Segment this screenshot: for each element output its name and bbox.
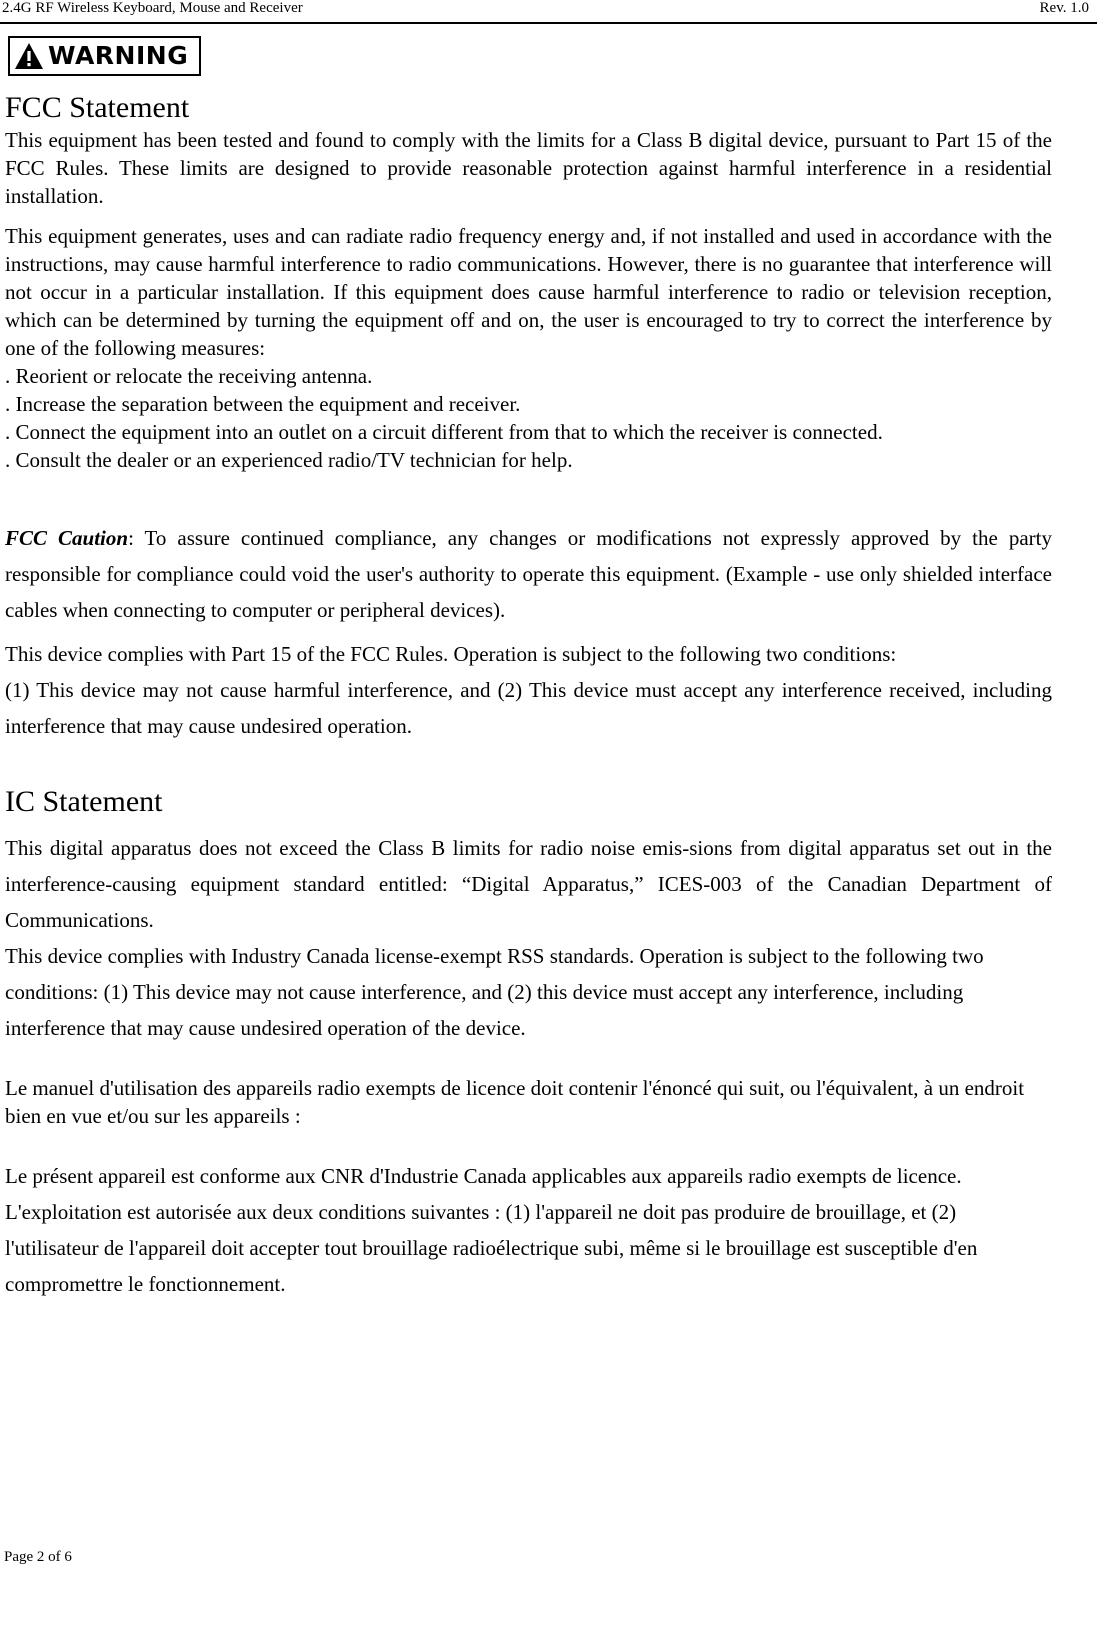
ic-paragraph-3-fr: Le manuel d'utilisation des appareils radio exempts de licence doit contenir l'énoncé qui suit, ou l'équivalent, à un endroit bien en vue et/ou sur les appareils : — [5, 1076, 1025, 1128]
fcc-conditions-text: (1) This device may not cause harmful interference, and (2) This device must accept any interference received, including interference that may cause undesired operation. — [5, 678, 1052, 738]
warning-badge — [8, 36, 201, 76]
list-item: . Increase the separation between the equipment and receiver. — [5, 392, 521, 416]
fcc-paragraph-2: This equipment generates, uses and can radiate radio frequency energy and, if not installed and used in accordance with the instructions, may cause harmful interference to radio communications. However, there is no guarantee that interference will not occur in a particular installation. If this equipment does cause harmful interference to radio or television reception, which can be determined by turning the equipment off and on, the user is encouraged to try to correct the interference by one of the following measures: — [5, 224, 1052, 360]
ic-paragraph-2: This device complies with Industry Canada license-exempt RSS standards. Operation is subject to the following two conditions: (1) This device may not cause interference, and (2) this device must accept any interference, including interference that may cause undesired operation of the device. — [5, 944, 984, 1040]
revision-label: Rev. 1.0 — [1039, 0, 1089, 16]
document-title: 2.4G RF Wireless Keyboard, Mouse and Receiver — [2, 0, 303, 16]
list-item: . Consult the dealer or an experienced radio/TV technician for help. — [5, 448, 573, 472]
fcc-caution-paragraph — [5, 520, 1052, 628]
fcc-caution-label: FCC Caution — [5, 526, 129, 550]
fcc-conditions-intro: This device complies with Part 15 of the FCC Rules. Operation is subject to the following two conditions: — [5, 642, 897, 666]
page-number: Page 2 of 6 — [4, 1549, 72, 1565]
warning-label: WARNING — [48, 41, 189, 70]
ic-paragraph-1: This digital apparatus does not exceed the Class B limits for radio noise emis-sions from digital apparatus set out in the interference-causing equipment standard entitled: “Digital Apparatus,” ICES-003 of the Canadian Department of Communications. — [5, 836, 1052, 932]
list-item: . Reorient or relocate the receiving antenna. — [5, 364, 373, 388]
fcc-statement-title: FCC Statement — [5, 91, 190, 124]
ic-statement-title: IC Statement — [5, 785, 163, 818]
fcc-measures-list — [5, 362, 1052, 474]
list-item: . Connect the equipment into an outlet on a circuit different from that to which the receiver is connected. — [5, 420, 883, 444]
page-header — [0, 0, 1097, 24]
main-content — [5, 90, 1052, 1302]
fcc-caution-text: : To assure continued compliance, any changes or modifications not expressly approved by the party responsible for compliance could void the user's authority to operate this equipment. (Example - use only shielded interface cables when connecting to computer or peripheral devices). — [5, 526, 1052, 622]
fcc-paragraph-1: This equipment has been tested and found to comply with the limits for a Class B digital device, pursuant to Part 15 of the FCC Rules. These limits are designed to provide reasonable protection against harmful interference in a residential installation. — [5, 128, 1052, 208]
ic-paragraph-4-fr: Le présent appareil est conforme aux CNR d'Industrie Canada applicables aux appareils radio exempts de licence. L'exploitation est autorisée aux deux conditions suivantes : (1) l'appareil ne doit pas produire de brouillage, et (2) l'utilisateur de l'appareil doit accepter tout brouillage radioélectrique subi, même si le brouillage est susceptible d'en compromettre le fonctionnement. — [5, 1164, 978, 1296]
warning-triangle-icon — [14, 41, 44, 71]
